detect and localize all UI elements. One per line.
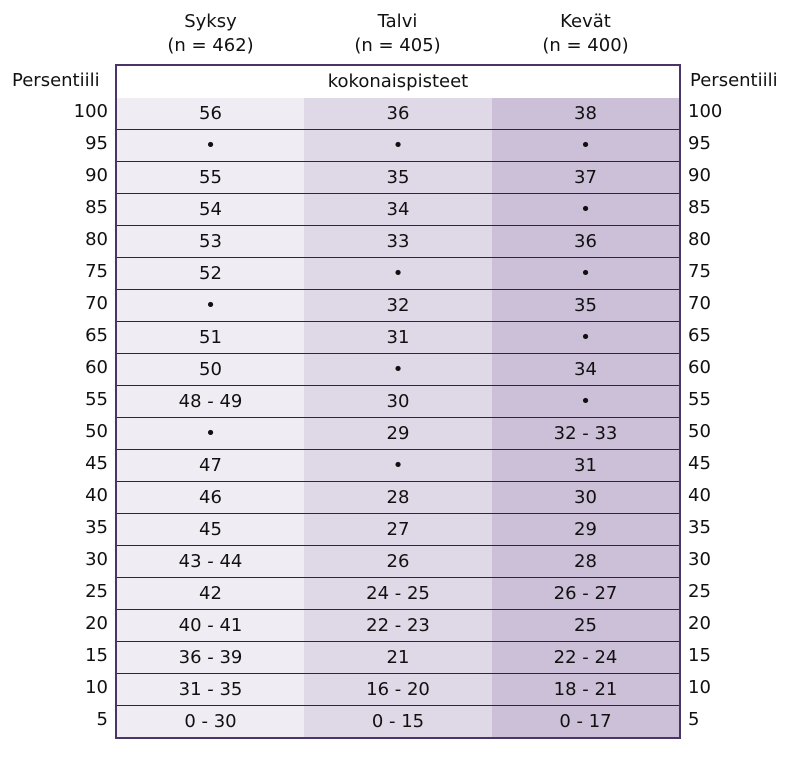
table-row xyxy=(117,706,679,738)
percentile-label-left: 95 xyxy=(85,133,108,154)
table-row xyxy=(117,386,679,418)
table-row xyxy=(117,674,679,706)
percentile-label-left: 40 xyxy=(85,485,108,506)
percentile-label-left: 10 xyxy=(85,677,108,698)
score-cell-kevat: 22 - 24 xyxy=(553,647,618,668)
column-header-talvi-n: (n = 405) xyxy=(354,35,441,56)
percentile-header-right: Persentiili xyxy=(690,70,778,91)
column-header-syksy xyxy=(117,10,304,58)
score-cell-talvi: 35 xyxy=(386,167,410,188)
percentile-label-left: 50 xyxy=(85,421,108,442)
score-cell-kevat: • xyxy=(580,263,591,284)
percentile-label-right: 100 xyxy=(688,101,723,122)
percentile-label-left: 30 xyxy=(85,549,108,570)
column-header-talvi xyxy=(304,10,491,58)
score-cell-talvi: • xyxy=(392,135,404,156)
percentile-header-left: Persentiili xyxy=(12,70,100,91)
score-cell-kevat: • xyxy=(580,199,591,220)
table-row xyxy=(117,226,679,258)
score-cell-talvi: 32 xyxy=(386,295,410,316)
score-subheader: kokonaispisteet xyxy=(117,66,679,98)
percentile-label-left: 5 xyxy=(96,709,108,730)
column-header-kevat-n: (n = 400) xyxy=(542,35,629,56)
table-row xyxy=(117,450,679,482)
percentile-label-right: 25 xyxy=(688,581,711,602)
score-cell-syksy: 43 - 44 xyxy=(178,551,243,572)
table-row xyxy=(117,354,679,386)
table-row xyxy=(117,130,679,162)
score-cell-syksy: • xyxy=(205,295,216,316)
score-cell-syksy: 56 xyxy=(199,103,222,124)
percentile-label-left: 90 xyxy=(85,165,108,186)
score-cell-kevat: 28 xyxy=(574,551,597,572)
percentile-label-left: 55 xyxy=(85,389,108,410)
table-body xyxy=(117,98,679,738)
score-cell-talvi: • xyxy=(392,263,404,284)
column-header-syksy-name: Syksy xyxy=(184,11,237,32)
score-cell-kevat: • xyxy=(580,391,591,412)
table-row xyxy=(117,290,679,322)
score-cell-talvi: 28 xyxy=(386,487,410,508)
table-row xyxy=(117,546,679,578)
table-row xyxy=(117,418,679,450)
percentile-label-right: 15 xyxy=(688,645,711,666)
score-cell-talvi: 30 xyxy=(386,391,410,412)
score-cell-syksy: 36 - 39 xyxy=(178,647,243,668)
table-row xyxy=(117,514,679,546)
column-header-talvi-name: Talvi xyxy=(377,11,418,32)
score-cell-talvi: 26 xyxy=(386,551,410,572)
percentile-label-left: 25 xyxy=(85,581,108,602)
percentile-column-left xyxy=(20,96,108,736)
percentile-label-left: 60 xyxy=(85,357,108,378)
percentile-label-right: 85 xyxy=(688,197,711,218)
score-cell-syksy: 46 xyxy=(199,487,222,508)
score-cell-kevat: 36 xyxy=(574,231,597,252)
score-cell-syksy: 54 xyxy=(199,199,222,220)
percentile-label-right: 65 xyxy=(688,325,711,346)
score-cell-syksy: 53 xyxy=(199,231,222,252)
score-cell-syksy: • xyxy=(205,423,216,444)
score-cell-talvi: 29 xyxy=(386,423,410,444)
score-cell-kevat: 35 xyxy=(574,295,597,316)
percentile-label-right: 70 xyxy=(688,293,711,314)
percentile-label-left: 35 xyxy=(85,517,108,538)
percentile-label-left: 100 xyxy=(73,101,108,122)
score-cell-kevat: 32 - 33 xyxy=(553,423,618,444)
percentile-label-right: 30 xyxy=(688,549,711,570)
score-cell-talvi: 27 xyxy=(386,519,410,540)
norm-table xyxy=(115,64,681,739)
score-cell-kevat: 37 xyxy=(574,167,597,188)
score-cell-syksy: 0 - 30 xyxy=(184,711,237,732)
percentile-column-right xyxy=(688,96,768,736)
table-row xyxy=(117,162,679,194)
percentile-label-right: 90 xyxy=(688,165,711,186)
score-cell-kevat: 0 - 17 xyxy=(559,711,612,732)
score-cell-syksy: 48 - 49 xyxy=(178,391,243,412)
percentile-label-left: 65 xyxy=(85,325,108,346)
percentile-label-right: 60 xyxy=(688,357,711,378)
percentile-label-left: 70 xyxy=(85,293,108,314)
column-header-syksy-n: (n = 462) xyxy=(167,35,254,56)
score-cell-talvi: • xyxy=(392,359,404,380)
table-row xyxy=(117,578,679,610)
score-cell-talvi: 31 xyxy=(386,327,410,348)
table-row xyxy=(117,194,679,226)
percentile-label-right: 95 xyxy=(688,133,711,154)
score-cell-kevat: 38 xyxy=(574,103,597,124)
column-header-kevat xyxy=(492,10,679,58)
percentile-label-right: 50 xyxy=(688,421,711,442)
table-row xyxy=(117,642,679,674)
percentile-label-left: 75 xyxy=(85,261,108,282)
score-cell-kevat: • xyxy=(580,327,591,348)
table-row xyxy=(117,610,679,642)
score-cell-syksy: 42 xyxy=(199,583,222,604)
table-row xyxy=(117,322,679,354)
percentile-label-right: 35 xyxy=(688,517,711,538)
score-cell-talvi: 24 - 25 xyxy=(366,583,430,604)
column-header-kevat-name: Kevät xyxy=(560,11,611,32)
table-row xyxy=(117,258,679,290)
score-cell-syksy: 50 xyxy=(199,359,222,380)
percentile-label-right: 40 xyxy=(688,485,711,506)
table-row xyxy=(117,482,679,514)
score-cell-kevat: 31 xyxy=(574,455,597,476)
score-cell-syksy: 45 xyxy=(199,519,222,540)
score-cell-syksy: 52 xyxy=(199,263,222,284)
score-cell-talvi: 36 xyxy=(386,103,410,124)
score-cell-syksy: 55 xyxy=(199,167,222,188)
percentile-label-left: 20 xyxy=(85,613,108,634)
score-cell-syksy: 31 - 35 xyxy=(178,679,243,700)
score-cell-talvi: 16 - 20 xyxy=(366,679,430,700)
score-cell-kevat: • xyxy=(580,135,591,156)
score-cell-talvi: 21 xyxy=(386,647,410,668)
percentile-label-left: 80 xyxy=(85,229,108,250)
score-cell-kevat: 26 - 27 xyxy=(553,583,618,604)
table-row xyxy=(117,98,679,130)
score-cell-kevat: 18 - 21 xyxy=(553,679,618,700)
percentile-label-right: 10 xyxy=(688,677,711,698)
percentile-label-right: 75 xyxy=(688,261,711,282)
percentile-label-right: 80 xyxy=(688,229,711,250)
score-cell-kevat: 34 xyxy=(574,359,597,380)
percentile-label-right: 5 xyxy=(688,709,700,730)
score-cell-talvi: 34 xyxy=(386,199,410,220)
score-cell-syksy: 51 xyxy=(199,327,222,348)
score-cell-kevat: 29 xyxy=(574,519,597,540)
percentile-label-right: 55 xyxy=(688,389,711,410)
score-cell-talvi: 0 - 15 xyxy=(371,711,425,732)
percentile-label-right: 20 xyxy=(688,613,711,634)
score-cell-syksy: 47 xyxy=(199,455,222,476)
percentile-label-left: 15 xyxy=(85,645,108,666)
score-cell-kevat: 25 xyxy=(574,615,597,636)
score-cell-kevat: 30 xyxy=(574,487,597,508)
score-cell-talvi: • xyxy=(392,455,404,476)
score-cell-syksy: 40 - 41 xyxy=(178,615,243,636)
score-cell-talvi: 33 xyxy=(386,231,410,252)
score-cell-talvi: 22 - 23 xyxy=(366,615,430,636)
percentile-label-right: 45 xyxy=(688,453,711,474)
percentile-label-left: 85 xyxy=(85,197,108,218)
percentile-label-left: 45 xyxy=(85,453,108,474)
score-cell-syksy: • xyxy=(205,135,216,156)
